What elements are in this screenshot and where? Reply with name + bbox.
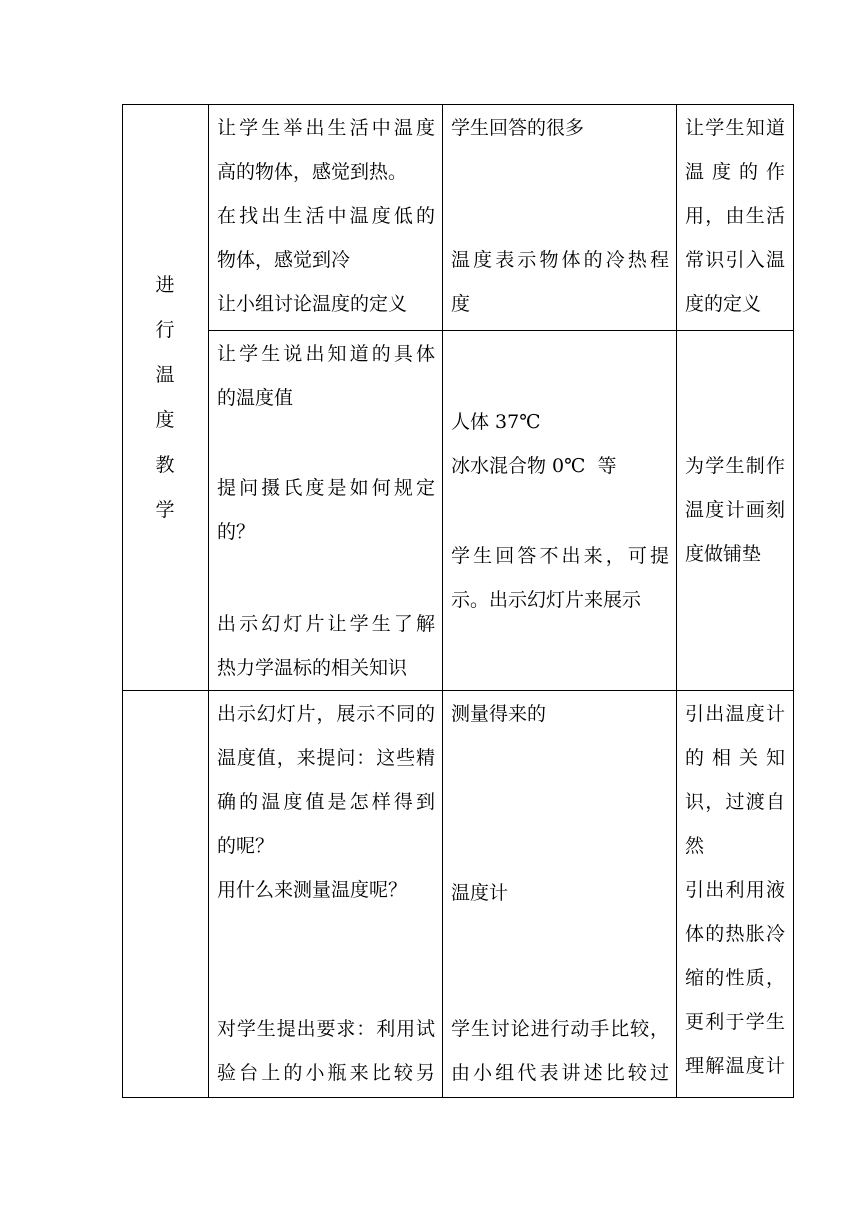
text-line: 常识引入温 <box>685 249 785 271</box>
row2-student-response-b <box>451 534 669 622</box>
column-divider-2 <box>442 104 443 1098</box>
row3-teacher-activity-b <box>217 1007 435 1095</box>
text-line: 的？ <box>217 521 256 543</box>
section-label <box>150 263 180 533</box>
text-line: 温度值，来提问：这些精 <box>217 747 435 769</box>
text-line: 出示幻灯片让学生了解 <box>217 613 435 635</box>
text-line: 体的热胀冷 <box>685 923 785 945</box>
table-border-top <box>122 104 794 105</box>
text-line: 更利于学生 <box>685 1011 785 1033</box>
text-line: 度做铺垫 <box>685 543 762 565</box>
text-line: 在找出生活中温度低的 <box>217 205 435 227</box>
text-line: 温度表示物体的冷热程 <box>451 249 669 271</box>
text-line: 物体，感觉到冷 <box>217 249 351 271</box>
row1-student-response-b <box>451 238 669 326</box>
text-line: 让学生说出知道的具体 <box>217 343 435 365</box>
row2-teacher-activity-c <box>217 602 435 690</box>
row1-teacher-activity <box>217 106 435 326</box>
text-line: 让学生知道 <box>685 117 785 139</box>
text-line: 的温度值 <box>217 387 294 409</box>
section-label-char: 温 <box>155 364 175 386</box>
text-line: 对学生提出要求：利用试 <box>217 1018 435 1040</box>
text-line: 提问摄氏度是如何规定 <box>217 477 435 499</box>
text-line: 用什么来测量温度呢？ <box>217 879 408 901</box>
section-label-char: 行 <box>155 319 175 341</box>
text-line: 引出利用液 <box>685 879 785 901</box>
row2-design-intent <box>685 444 785 576</box>
row-divider-2 <box>122 690 794 691</box>
text-line: 用，由生活 <box>685 205 785 227</box>
row3-student-response-c <box>451 1007 669 1095</box>
section-label-char: 学 <box>155 499 175 521</box>
text-line: 识，过渡自 <box>685 791 785 813</box>
text-line: 测量得来的 <box>451 703 547 725</box>
section-label-char: 教 <box>155 454 175 476</box>
text-line: 学生回答不出来，可提 <box>451 545 669 567</box>
section-label-char: 度 <box>155 409 175 431</box>
row-divider-1 <box>208 330 794 331</box>
row3-student-response-b <box>451 871 669 915</box>
column-divider-1 <box>208 104 209 1098</box>
text-line: 学生回答的很多 <box>451 117 585 139</box>
text-line: 的呢？ <box>217 835 275 857</box>
text-line: 验台上的小瓶来比较另 <box>217 1062 435 1084</box>
text-line: 出示幻灯片，展示不同的 <box>217 703 435 725</box>
row3-student-response-a <box>451 692 669 736</box>
text-line: 确的温度值是怎样得到 <box>217 791 435 813</box>
text-line: 缩的性质， <box>685 967 785 989</box>
text-line: 的 相 关 知 <box>685 747 785 769</box>
column-divider-3 <box>676 104 677 1098</box>
text-line: 温 度 的 作 <box>685 161 785 183</box>
row1-design-intent <box>685 106 785 326</box>
text-line: 为学生制作 <box>685 455 785 477</box>
row3-teacher-activity-a <box>217 692 435 912</box>
text-line: 温度计画刻 <box>685 499 785 521</box>
text-line: 热力学温标的相关知识 <box>217 657 408 679</box>
text-line: 度 <box>451 293 471 315</box>
row2-teacher-activity-b <box>217 466 435 554</box>
text-line: 让小组讨论温度的定义 <box>217 293 408 315</box>
text-line: 让学生举出生活中温度 <box>217 117 435 139</box>
text-line: 示。出示幻灯片来展示 <box>451 589 642 611</box>
row2-student-response-a <box>451 400 669 488</box>
text-line: 冰水混合物 0℃ 等 <box>451 455 617 477</box>
section-label-char: 进 <box>155 274 175 296</box>
text-line: 理解温度计 <box>685 1055 785 1077</box>
text-line: 人体 37℃ <box>451 411 541 433</box>
row3-design-intent <box>685 692 785 1088</box>
table-border-right <box>793 104 794 1098</box>
row2-teacher-activity-a <box>217 332 435 420</box>
table-border-bottom <box>122 1097 794 1098</box>
text-line: 高的物体，感觉到热。 <box>217 161 408 183</box>
text-line: 由小组代表讲述比较过 <box>451 1062 669 1084</box>
text-line: 度的定义 <box>685 293 762 315</box>
text-line: 学生讨论进行动手比较， <box>451 1018 669 1040</box>
text-line: 引出温度计 <box>685 703 785 725</box>
table-border-left <box>122 104 123 1098</box>
text-line: 温度计 <box>451 882 509 904</box>
row1-student-response-a <box>451 106 669 150</box>
text-line: 然 <box>685 835 705 857</box>
